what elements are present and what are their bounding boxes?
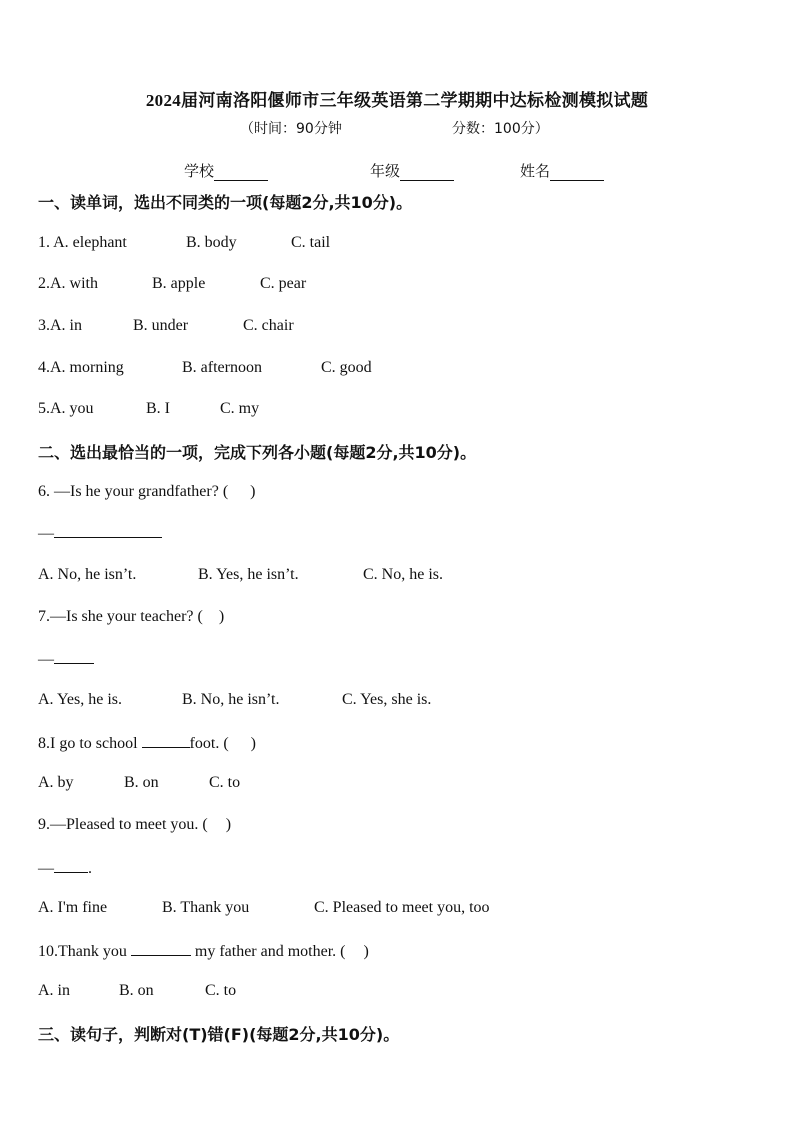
page-title: 2024届河南洛阳偃师市三年级英语第二学期期中达标检测模拟试题 (145, 91, 649, 110)
dash: — (38, 651, 54, 668)
grade-label: 年级 (370, 162, 401, 180)
question-number: 5 (38, 400, 46, 417)
option-a: .A. morning (46, 359, 124, 376)
option-c: C. my (220, 400, 260, 417)
option-b: B. body (186, 234, 237, 251)
question-7-reply (38, 649, 94, 669)
close-paren: ) (250, 483, 256, 500)
question-10 (38, 941, 369, 961)
answer-blank[interactable] (54, 858, 88, 873)
option-b: B. on (119, 982, 154, 999)
option-c: C. Pleased to meet you, too (314, 899, 490, 916)
answer-blank[interactable] (54, 523, 162, 538)
question-1 (38, 234, 127, 252)
question-stem: 9.—Pleased to meet you. ( (38, 816, 208, 833)
question-9 (38, 816, 231, 834)
school-label: 学校 (184, 162, 215, 180)
option-b: B. afternoon (182, 359, 262, 376)
option-b: B. apple (152, 275, 206, 292)
question-4 (38, 359, 124, 377)
school-blank[interactable] (214, 166, 268, 181)
option-b: B. No, he isn’t. (182, 691, 280, 708)
question-2 (38, 275, 98, 293)
close-paren: ) (250, 735, 256, 752)
section-1-heading: 一、读单词，选出不同类的一项(每题2分,共10分)。 (38, 193, 413, 212)
question-6 (38, 483, 255, 501)
close-paren: ) (225, 816, 232, 833)
question-stem: 6. —Is he your grandfather? ( (38, 483, 229, 500)
dash: — (38, 525, 54, 542)
question-stem-end: my father and mother. ( (190, 943, 346, 960)
name-label: 姓名 (520, 162, 551, 180)
option-a: A. in (38, 982, 70, 999)
option-c: C. Yes, she is. (342, 691, 432, 708)
option-b: B. on (124, 774, 159, 791)
option-b: B. Thank you (162, 899, 250, 916)
section-2-heading: 二、选出最恰当的一项，完成下列各小题(每题2分,共10分)。 (38, 443, 477, 462)
answer-blank[interactable] (142, 733, 190, 748)
option-c: C. to (209, 774, 241, 791)
question-6-reply (38, 523, 162, 543)
question-stem: 7.—Is she your teacher? ( (38, 608, 203, 625)
option-a: A. I'm fine (38, 899, 108, 916)
period: . (88, 860, 92, 877)
option-c: C. pear (260, 275, 307, 292)
answer-blank[interactable] (54, 649, 94, 664)
option-c: C. to (205, 982, 237, 999)
question-stem-end: foot. ( (189, 735, 229, 752)
question-8 (38, 733, 256, 753)
question-number: 1 (38, 234, 46, 251)
option-a: A. Yes, he is. (38, 691, 123, 708)
option-a: .A. you (46, 400, 94, 417)
question-3 (38, 317, 82, 335)
dash: — (38, 860, 54, 877)
section-3-heading: 三、读句子，判断对(T)错(F)(每题2分,共10分)。 (38, 1025, 400, 1044)
name-field (520, 160, 604, 181)
exam-score: 分数：100分） (452, 121, 549, 137)
option-c: C. tail (291, 234, 331, 251)
close-paren: ) (363, 943, 369, 960)
question-stem-start: 8.I go to school (38, 735, 142, 752)
grade-blank[interactable] (400, 166, 454, 181)
option-a: .A. with (46, 275, 98, 292)
school-field (184, 160, 268, 181)
option-a: . A. elephant (46, 234, 127, 251)
name-blank[interactable] (550, 166, 604, 181)
option-c: C. good (321, 359, 372, 376)
option-b: B. I (146, 400, 170, 417)
question-7 (38, 608, 224, 626)
question-number: 2 (38, 275, 46, 292)
option-b: B. under (133, 317, 189, 334)
question-number: 4 (38, 359, 46, 376)
option-a: A. by (38, 774, 74, 791)
grade-field (370, 160, 454, 181)
option-a: A. No, he isn’t. (38, 566, 137, 583)
option-b: B. Yes, he isn’t. (198, 566, 299, 583)
answer-blank[interactable] (131, 941, 191, 956)
close-paren: ) (218, 608, 225, 625)
exam-time: （时间：90分钟 (240, 121, 342, 137)
question-9-reply (38, 858, 92, 878)
question-5 (38, 400, 94, 418)
option-c: C. chair (243, 317, 294, 334)
question-number: 3 (38, 317, 46, 334)
question-stem-start: 10.Thank you (38, 943, 131, 960)
option-a: .A. in (46, 317, 82, 334)
option-c: C. No, he is. (363, 566, 443, 583)
